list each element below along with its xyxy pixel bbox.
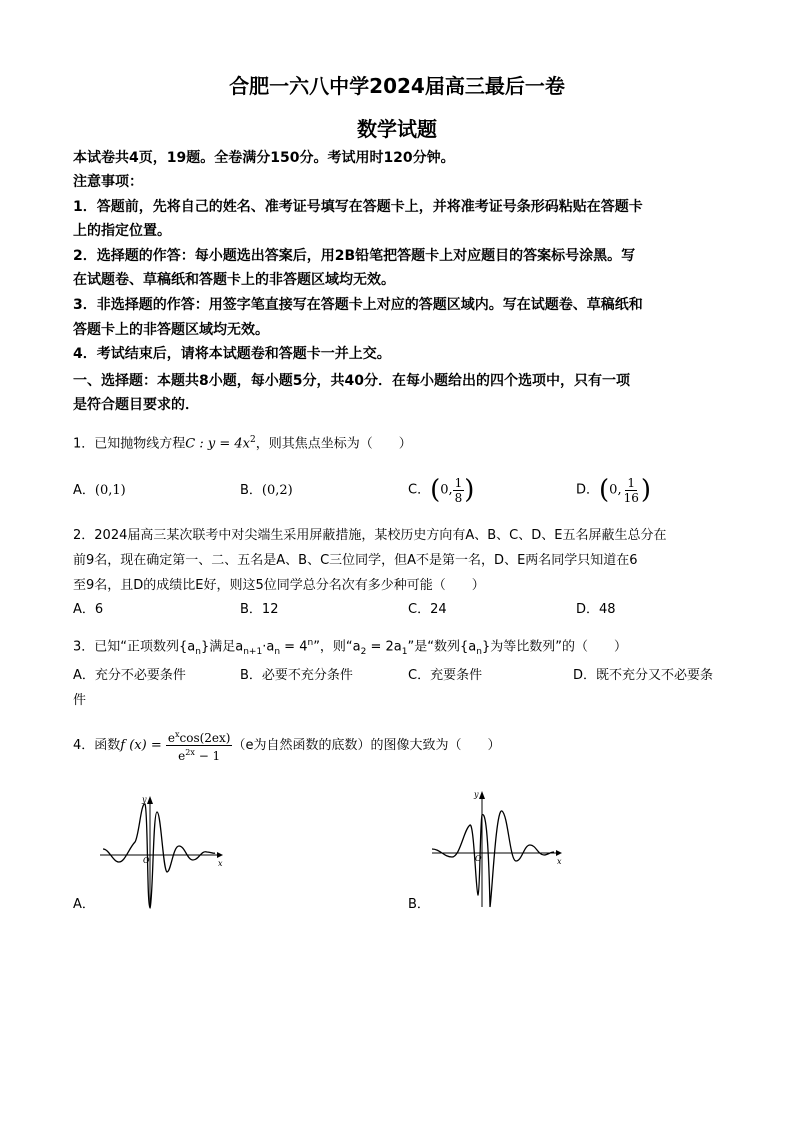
graph-b-label[interactable]: B． bbox=[408, 897, 430, 912]
curve-b bbox=[432, 811, 554, 907]
q1-option-c[interactable]: C．(0, $\frac{1}{8}$ ) bbox=[408, 475, 475, 505]
exam-subject-title: 数学试题 bbox=[357, 117, 437, 141]
graph-a-label[interactable]: A． bbox=[73, 897, 95, 912]
q1-option-d[interactable]: D．(0, $\frac{1}{16}$ ) bbox=[576, 475, 652, 505]
y-axis-label: y bbox=[142, 795, 147, 804]
q3-option-a[interactable]: A．充分不必要条件 bbox=[73, 668, 186, 683]
exam-summary: 本试卷共4页，19题。全卷满分150分。考试用时120分钟。 bbox=[73, 150, 455, 166]
x-axis-arrow bbox=[556, 850, 562, 856]
curve-a bbox=[103, 804, 215, 908]
note-line: 2．选择题的作答：每小题选出答案后，用2B铅笔把答题卡上对应题目的答案标号涂黑。写 bbox=[73, 248, 636, 264]
function-fraction: $\frac{e^x\cos(2ex)}{e^{2x} - 1}$ bbox=[167, 730, 231, 763]
q2-option-b[interactable]: B．12 bbox=[240, 602, 279, 617]
origin-label: O bbox=[475, 854, 482, 863]
q2-option-a[interactable]: A．6 bbox=[73, 602, 104, 617]
q3-option-d-wrap: 件 bbox=[73, 693, 87, 708]
q2-option-c[interactable]: C．24 bbox=[408, 602, 447, 617]
question-1: 1．已知抛物线方程C : $y = 4x^2$，则其焦点坐标为（ ） bbox=[73, 435, 412, 452]
section-heading-cont: 是符合题目要求的． bbox=[73, 397, 199, 413]
y-axis-arrow bbox=[147, 796, 153, 804]
note-line: 答题卡上的非答题区域均无效。 bbox=[73, 322, 269, 338]
question-2-line: 至9名，且D的成绩比E好，则这5位同学总分名次有多少种可能（ ） bbox=[73, 578, 485, 593]
question-2-line: 2．2024届高三某次联考中对尖端生采用屏蔽措施，某校历史方向有A、B、C、D、E五名屏蔽生总分在 bbox=[73, 528, 667, 543]
graph-a bbox=[95, 790, 225, 910]
section-heading: 一、选择题：本题共8小题，每小题5分，共40分．在每小题给出的四个选项中，只有一项 bbox=[73, 373, 630, 389]
note-line: 3．非选择题的作答：用签字笔直接写在答题卡上对应的答题区域内。写在试题卷、草稿纸和 bbox=[73, 297, 643, 313]
x-axis-label: x bbox=[218, 859, 223, 868]
q2-option-d[interactable]: D．48 bbox=[576, 602, 616, 617]
question-4: 4．函数f (x) = $\frac{e^x\cos(2ex)}{e^{2x} - 1}$ （e为自然函数的底数）的图像大致为（ ） bbox=[73, 730, 501, 763]
question-3: 3．已知“正项数列$\{a_n\}$满足$a_{n+1}\cdot a_n = 4^n$”，则“$a_2 = 2a_1$”是“数列$\{a_n\}$为等比数列”的（ ） bbox=[73, 638, 627, 657]
x-axis-arrow bbox=[217, 852, 223, 858]
origin-label: O bbox=[143, 856, 150, 865]
question-2-line: 前9名，现在确定第一、二、五名是A、B、C三位同学，但A不是第一名，D、E两名同学只知道在6 bbox=[73, 553, 638, 568]
graph-b bbox=[430, 785, 565, 910]
note-line: 1．答题前，先将自己的姓名、准考证号填写在答题卡上，并将准考证号条形码粘贴在答题卡 bbox=[73, 199, 643, 215]
parabola-equation: C : y = 4x bbox=[185, 436, 250, 452]
q1-option-b[interactable]: B．(0,2) bbox=[240, 483, 293, 498]
notes-heading: 注意事项： bbox=[73, 174, 143, 190]
note-line: 上的指定位置。 bbox=[73, 223, 171, 239]
q3-option-d[interactable]: D．既不充分又不必要条 bbox=[573, 668, 714, 683]
x-axis-label: x bbox=[557, 857, 562, 866]
exam-school-title: 合肥一六八中学2024届高三最后一卷 bbox=[229, 74, 565, 98]
q3-option-b[interactable]: B．必要不充分条件 bbox=[240, 668, 353, 683]
function-name: f (x) = bbox=[120, 738, 162, 753]
y-axis-arrow bbox=[479, 791, 485, 799]
note-line: 在试题卷、草稿纸和答题卡上的非答题区域均无效。 bbox=[73, 272, 395, 288]
note-line: 4．考试结束后，请将本试题卷和答题卡一并上交。 bbox=[73, 346, 391, 362]
q3-option-c[interactable]: C．充要条件 bbox=[408, 668, 483, 683]
y-axis-label: y bbox=[474, 790, 479, 799]
q1-option-a[interactable]: A．(0,1) bbox=[73, 483, 126, 498]
